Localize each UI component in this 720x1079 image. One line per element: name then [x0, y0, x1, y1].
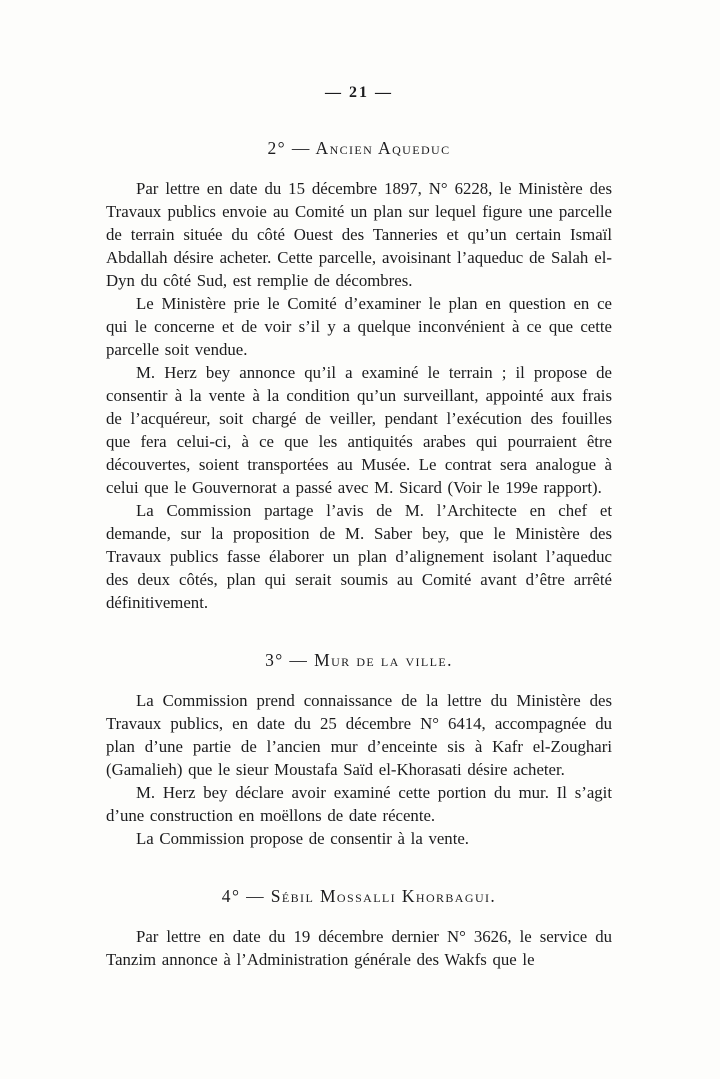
paragraph: M. Herz bey annonce qu’il a examiné le terrain ; il propose de consentir à la vente à la condition qu’un surveillant, appointé aux frais de l’acquéreur, soit chargé de veiller, pendant l’exécution des fouilles que fera celui-ci, à ce que les antiquités arabes qui pourraient être découvertes, soient transportées au Musée. Le contrat sera analogue à celui que le Gouvernorat a passé avec M. Sicard (Voir le 199e rapport). — [106, 363, 612, 497]
section-heading: 2° — Ancien Aqueduc — [267, 138, 451, 158]
section-mur-de-la-ville — [106, 650, 612, 850]
paragraph: La Commission partage l’avis de M. l’Architecte en chef et demande, sur la proposition de M. Saber bey, que le Ministère des Travaux publics fasse élaborer un plan d’alignement isolant l’aqueduc des deux côtés, plan qui serait soumis au Comité avant d’être arrêté définitivement. — [106, 501, 612, 612]
section-heading: 4° — Sébil Mossalli Khorbagui. — [221, 886, 497, 906]
paragraph: La Commission prend connaissance de la lettre du Ministère des Travaux publics, en date du 25 décembre N° 6414, accompagnée du plan d’une partie de l’ancien mur d’enceinte sis à Kafr el-Zoughari (Gamalieh) que le sieur Moustafa Saïd el-Khorasati désire acheter. — [106, 691, 612, 779]
paragraph: La Commission propose de consentir à la vente. — [136, 829, 469, 848]
paragraph: M. Herz bey déclare avoir examiné cette portion du mur. Il s’agit d’une construction en moëllons de date récente. — [106, 783, 612, 825]
page-number: — 21 — — [325, 84, 393, 101]
section-sebil-mossalli-khorbagui — [106, 886, 612, 971]
paragraph: Le Ministère prie le Comité d’examiner le plan en question en ce qui le concerne et de voir s’il y a quelque inconvénient à ce que cette parcelle soit vendue. — [106, 294, 612, 359]
paragraph: Par lettre en date du 15 décembre 1897, N° 6228, le Ministère des Travaux publics envoie au Comité un plan sur lequel figure une parcelle de terrain située du côté Ouest des Tanneries et qu’un certain Ismaïl Abdallah désire acheter. Cette parcelle, avoisinant l’aqueduc de Salah el-Dyn du côté Sud, est remplie de décombres. — [106, 179, 612, 290]
paragraph: Par lettre en date du 19 décembre dernier N° 3626, le service du Tanzim annonce à l’Administration générale des Wakfs que le — [106, 927, 612, 969]
section-heading: 3° — Mur de la ville. — [265, 650, 453, 670]
section-ancien-aqueduc — [106, 138, 612, 614]
